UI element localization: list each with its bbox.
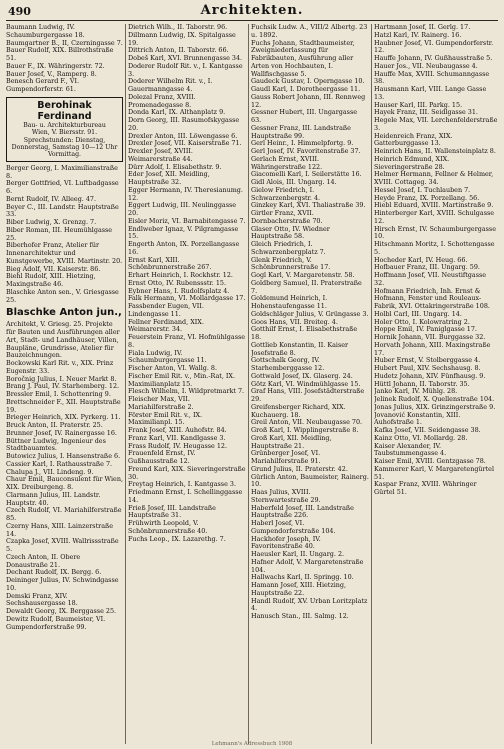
directory-entry: Greifensberger Richard, XIX. Kuchauerg. 18. (251, 402, 346, 419)
directory-entry: Cassier Karl, I. Rathausstraße 7. (6, 459, 113, 468)
directory-entry: Hitschmann Moritz, I. Schottengasse 5. (374, 240, 495, 256)
directory-entry: Bressler Emil, I. Schottenring 9. (6, 390, 111, 399)
directory-entry: Hessel Josef, I. Tuchlauben 7. (374, 185, 471, 194)
directory-entry: Dillmann Ludwig, IX. Spitalgasse 19. (128, 30, 236, 47)
directory-entry: Hayek Franz, III. Seidlgasse 31. (374, 108, 478, 117)
directory-entry: Friedmann Ernst, I. Schellinggasse 14. (128, 488, 243, 504)
directory-entry: Kaiser Alexander, IV. Taubstummengasse 4. (374, 441, 447, 458)
directory-entry: Gessner Hubert, III. Ungargasse 63. (251, 108, 358, 124)
directory-entry: Heinrich Edmund, XIX. Sieveringerstraße 28. (374, 154, 450, 171)
directory-entry: Gielow Friedrich, I. Schwarzenbergstr. 4. (251, 185, 321, 202)
directory-entry: Goldemund Heinrich, I. Hohenstaufengasse 11. (251, 294, 328, 310)
directory-entry: Horvath Johann, XIII. Maxingstraße 17. (374, 340, 491, 357)
directory-entry: Dewitz Rudolf, Baumeister, VI. Gumpendorferstraße 99. (6, 614, 106, 631)
directory-entry: Gogl Karl, V. Margaretenstr. 58. (251, 271, 355, 279)
directory-entry: Bernt Rudolf, IV. Alleeg. 47. (6, 194, 97, 203)
directory-entry: Hallwachs Karl, II. Springg. 10. (251, 573, 354, 582)
directory-entry: Berger Georg, I. Maximilianstraße 8. (6, 163, 118, 180)
directory-entry: Hornik Johann, VII. Burggasse 32. (374, 333, 486, 341)
directory-entry: Gauss Robert Johann, III. Rennweg 12. (251, 92, 366, 109)
directory-entry: Boročnig Julius, I. Neuer Markt 8. (6, 374, 117, 383)
directory-entry: Gleich Friedrich, I. Schwarzenbergplatz 7. (251, 240, 326, 256)
directory-entry: Bieg Adolf, VII. Kaiserstr. 86. (6, 264, 101, 273)
directory-entry: Eggert Ludwig, III. Neulinggasse 20. (128, 201, 237, 217)
directory-entry: Gottwald Josef, IX. Glaserg. 24. (251, 371, 353, 380)
directory-entry: Berger Gottfried, VI. Luftbadgasse 6. (6, 179, 119, 196)
directory-entry: Goldschläger Julius, V. Grüngasse 3. (251, 309, 369, 318)
directory-entry: Hofmann Friedrich, Inh. Ernst & Hofmann, Fenster und Rouleaux-Fabrik, XVI. Ottakringerstraße 108. (374, 286, 490, 310)
directory-entry: Gerl Josef, IV. Favoritenstraße 37. (251, 147, 361, 155)
directory-entry: Butowicz Julius, I. Hansenstraße 6. (6, 452, 121, 461)
directory-entry: Dechant Rudolf, IX. Bergg. 6. (6, 568, 102, 577)
directory-entry: Gaudeck Gustav, I. Operngasse 10. (251, 77, 365, 86)
directory-entry: Demski Franz, XIV. Sechshausergasse 18. (6, 591, 78, 608)
directory-entry: Fuchsik Ludw. A., VIII/2 Albertg. 23 u. 1892. (251, 24, 368, 39)
directory-entry: Handl Rudolf, XV. Urban Loritzplatz 4. (251, 596, 368, 613)
directory-entry: Benesch Gerard F., VI. Gumpendorferstr. 61. (6, 77, 80, 93)
directory-entry: Hirsch Ernst, IV. Schaumburgergasse 10. (374, 224, 496, 241)
directory-entry: Grund Julius, II. Praterstr. 42. (251, 464, 348, 473)
directory-entry: Jonas Julius, XIX. Grinzingerstraße 9. (374, 402, 496, 411)
directory-entry: Glenk Friedrich, V. Schönbrunnerstraße 17. (251, 255, 331, 272)
directory-entry: Hofbauer Franz, III. Ungarg. 59. (374, 263, 480, 272)
directory-entry: Deininger Julius, IV. Schwindgasse 10. (6, 576, 119, 592)
directory-entry: Hubert Paul, XIV. Sechshausg. 8. (374, 364, 481, 372)
directory-entry: Doderer Wilhelm Rit. v., I. Gauermanngasse 4. (128, 77, 213, 93)
directory-entry: Holer Otto, I. Kolowratring 2. (374, 317, 470, 326)
directory-entry: Haberfeld Josef, III. Landstraße Hauptstraße 226. (251, 503, 354, 520)
directory-entry: Giacomelli Karl, I. Seilerstätte 16. (251, 170, 362, 179)
directory-entry: Grünberger Josef, VI. Mariahilferstraße 91. (251, 449, 321, 465)
directory-entry: Kammerer Karl, V. Margaretengürtel 51. (374, 464, 494, 481)
directory-entry: Brettschneider F., XII. Hauptstraße 19. (6, 397, 121, 414)
directory-entry: Heyde Franz, IX. Porzellang. 56. (374, 193, 480, 202)
directory-entry: Biberhofer Franz, Atelier für Innenarchitektur und Kunstgewerbe, XVIII. Martinstr. 20. (6, 241, 123, 265)
column-2 (128, 24, 246, 744)
directory-entry: Brunner Josef, IV. Rainergasse 16. (6, 428, 117, 437)
directory-entry: Hocheder Karl, IV. Heug. 66. (374, 255, 468, 264)
directory-entry: Biber Roman, III. Heumühlgasse 25. (6, 225, 113, 242)
directory-entry: Biber Ludwig, X. Grenzg. 7. (6, 218, 97, 227)
directory-entry: Groß Karl, I. Wipplingerstraße 8. (251, 426, 359, 434)
directory-entry: Girtler Franz, XVII. Dornbacherstraße 70. (251, 209, 323, 225)
directory-entry: Hausmann Karl, VIII. Lange Gasse 13. (374, 85, 487, 101)
directory-entry: Gürlich Anton, Baumeister, Rainerg. 10. (251, 472, 369, 489)
directory-entry: Fischer Emil Rit. v., Min.-Rat, IX. Maximilianplatz 15. (128, 371, 235, 388)
directory-entry: Fischer Anton, VI. Wallg. 8. (128, 364, 218, 372)
advertisement-line: Wien, V. Biersstr. 91. (31, 129, 98, 137)
directory-entry: Haubner Josef, VI. Gumpendorferstr. 12. (374, 38, 494, 55)
column-divider (248, 24, 249, 744)
directory-entry: Greil Anton, VII. Neubaugasse 70. (251, 418, 363, 427)
directory-entry: Dewaldt Georg, IX. Berggasse 25. (6, 607, 117, 616)
directory-entry: Bauer Rudolf, XIX. Billrothstraße 51. (6, 46, 114, 62)
directory-entry: Czech Rudolf, VI. Mariahilferstraße 85. (6, 506, 122, 523)
directory-entry: Jovanović Konstantin, XIII. Auhofstraße 1. (374, 410, 461, 427)
directory-entry: Franz Karl, VII. Kandlgasse 3. (128, 433, 226, 442)
directory-entry: Fassbender Eugen, VII. Lindengasse 11. (128, 302, 204, 318)
directory-entry: Hafner Adolf, V. Margaretenstraße 104. (251, 557, 364, 574)
column-1 (6, 24, 123, 744)
directory-entry: Fuchs Johann, Stadtbaumeister, Zweigniederlassung für Fabrikbauten, Ausführung aller Arten von Hochbauten, I. Wallfischgasse 5. (251, 38, 355, 78)
directory-entry: Frank Josef, XIII. Auhofstr. 84. (128, 426, 227, 434)
directory-entry: Dorn Georg, III. Rasumofskygasse 20. (128, 116, 240, 132)
directory-entry: Brieger Heinrich, XIX. Pyrkerg. 11. (6, 413, 121, 422)
directory-entry: Gerl Heinr., I. Himmelpfortg. 9. (251, 139, 354, 148)
directory-entry: Gotthilf Ernst, I. Elisabethstraße 18. (251, 325, 358, 341)
directory-entry: Dobeš Karl, XVI. Brunnengasse 34. (128, 54, 243, 62)
directory-entry: Ernst Otto, IV. Rubenssstr. 15. (128, 278, 226, 287)
directory-entry: Haeusler Karl, II. Ungarg. 2. (251, 550, 345, 558)
directory-entry: Czapka Josef, XVIII. Wallrissstraße 5. (6, 537, 119, 554)
directory-entry: Dürr Adolf, I. Elisabethstr. 9. (128, 162, 222, 171)
column-4 (374, 24, 498, 744)
directory-entry: Kaspar Franz, XVIII. Währinger Gürtel 51. (374, 480, 477, 496)
directory-entry: Eder Josef, XII. Meidling, Hauptstraße 32. (128, 170, 210, 186)
directory-entry: Fellner Ferdinand, XIX. Weimarerstr. 34. (128, 317, 204, 334)
directory-entry: Götz Karl, VI. Windmühlgasse 15. (251, 379, 361, 388)
directory-entry: Ginzkey Karl, XVI. Thaliastraße 39. (251, 201, 366, 210)
directory-entry: Bauer F., IX. Währingerstr. 72. (6, 61, 105, 70)
directory-entry: Groß Karl, XII. Meidling, Hauptstraße 21. (251, 433, 332, 450)
directory-entry: Hoppe Emil, IV. Paniglgasse 17. (374, 325, 477, 334)
directory-entry: Hackhofer Joseph, IV. Favoritenstraße 40. (251, 534, 321, 551)
directory-entry: Hanusch Stan., III. Salmg. 12. (251, 612, 349, 620)
directory-entry: Falk Hermann, VI. Mollardgasse 17. (128, 294, 246, 303)
advertisement-line: Sprechstunden: Dienstag, Donnerstag, Samstag 10—12 Uhr Vormittag. (11, 136, 118, 159)
advertisement-box (6, 97, 123, 162)
directory-entry: Gessner Franz, III. Landstraße Hauptstraße 99. (251, 123, 351, 140)
directory-entry: Baumann Ludwig, IV. Schaumburgergasse 18. (6, 24, 85, 39)
directory-entry: Feuerstein Franz, VI. Hofmühlgasse 8. (128, 333, 246, 349)
directory-entry: Gaudl Karl, I. Dorotheergasse 11. (251, 85, 361, 93)
directory-entry: Hartmann Josef, II. Gerlg. 17. (374, 24, 471, 31)
directory-entry: Graf Hans, VIII. Josefstädterstraße 29. (251, 387, 365, 403)
page-number: 490 (8, 5, 31, 18)
directory-entry: Flesch Wilhelm, I. Wildpretmarkt 7. (128, 387, 245, 396)
directory-entry: Frauenfeld Ernst, IV. Gußhausstraße 12. (128, 449, 196, 465)
directory-entry: Förster Emil Rit. v., IX. Maximilianpl. 15. (128, 410, 203, 427)
directory-entry: Hamann Josef, XIII. Hietzing, Hauptstraße 22. (251, 581, 346, 597)
directory-entry: Hauffe Johann, IV. Gußhausstraße 5. (374, 54, 493, 62)
directory-entry: Baumgartner B., II, Czerningasse 7. (6, 38, 123, 47)
directory-entry: Brang J. Paul, IV. Starhemberg. 12. (6, 382, 120, 391)
directory-entry: Kaiser Emil, XVIII. Gentzgasse 78. (374, 457, 486, 465)
directory-entry: Gidl Alois, III. Ungarg. 14. (251, 178, 337, 186)
footer-note: Lehmann's Adressbuch 1908 (211, 741, 293, 747)
directory-entry: Hatzl Karl, IV. Rainerg. 16. (374, 30, 462, 39)
directory-entry: Dolezal Franz, XVIII. Promenadegasse 8. (128, 92, 196, 109)
column-3 (251, 24, 369, 744)
directory-entry: Kafka Josef, VII. Seidengasse 38. (374, 426, 481, 434)
header-rule (6, 20, 498, 21)
directory-entry: Büttner Ludwig, Ingenieur des Stadtbauamtes. (6, 436, 106, 453)
directory-entry: Biehl Rudolf, XIII. Hietzing, Maxingstraße 46. (6, 272, 96, 289)
directory-entry: Donda Karl, IX. Althanplatz 9. (128, 108, 226, 117)
directory-entry: Endlweber Ignaz, V. Pilgramgasse 15. (128, 224, 239, 241)
directory-entry: Drexler Josef, VII. Kaiserstraße 71. (128, 139, 242, 148)
directory-entry: Frieß Josef, III. Landstraße Hauptstraße 31. (128, 503, 216, 520)
directory-entry: Hüttl Johann, II. Taborstr. 35. (374, 379, 470, 388)
directory-entry: Heidenreich Franz, XIX. Gatterburggasse 13. (374, 131, 453, 148)
directory-entry: Drexler Anton, III. Löwengasse 6. (128, 131, 238, 140)
directory-entry: Gerlach Ernst, XVIII. Währingerstraße 122. (251, 154, 323, 171)
advertisement-line: Bau- u. Architekturbureau (23, 121, 106, 129)
directory-entry: Gottschalk Georg, IV. Starhemberggasse 12. (251, 356, 325, 372)
directory-entry: Hudetz Johann, XIV. Fünfhausg. 9. (374, 371, 486, 380)
column-divider (125, 24, 126, 744)
directory-entry: Haberl Josef, VI. Gumpendorferstraße 104. (251, 519, 336, 535)
directory-entry: Bockowski Karl Rit. v., XIX. Prinz Eugenstr. 33. (6, 359, 114, 375)
directory-entry: Erhart Heinrich, I. Rockhstr. 12. (128, 271, 233, 279)
advertisement-title: Berohinak Ferdinand (37, 99, 92, 122)
directory-entry: Fleischer Max, VII. Mariahilferstraße 2. (128, 395, 194, 411)
highlighted-entry: Blaschke Anton jun., (6, 307, 122, 319)
directory-entry: Egger Hermann, IV. Theresianumg. 12. (128, 185, 243, 202)
directory-entry: Frass Rudolf, IV. Heugasse 12. (128, 441, 227, 450)
directory-entry: Hegele Max, VII. Lerchenfelderstraße 3. (374, 116, 498, 132)
directory-entry: Janko Karl, IV. Mühlg. 28. (374, 387, 458, 396)
directory-entry: Freytag Heinrich, I. Kantgasse 3. (128, 480, 236, 489)
directory-entry: Bruck Anton, II. Praterstr. 25. (6, 421, 103, 430)
directory-entry: Huber Ernst, V. Stolberggasse 4. (374, 356, 481, 365)
directory-entry: Fiala Ludwig, IV. Schaumburgergasse 11. (128, 348, 207, 365)
page-header (0, 0, 504, 22)
directory-entry: Engerth Anton, IX. Porzellangasse 16. (128, 240, 240, 256)
directory-entry: Goldberg Samuel, II. Praterstraße 7. (251, 278, 362, 295)
directory-entry: Dittrich Anton, II. Taborstr. 66. (128, 46, 229, 55)
directory-entry: Ernst Karl, XIII. Schönbrunnerstraße 267. (128, 255, 212, 272)
directory-entry: Czech Anton, II. Obere Donaustraße 21. (6, 552, 81, 569)
directory-entry: Eybner Hans, I. Rudolfsplatz 4. (128, 286, 230, 295)
directory-entry: Goos Hans, VII. Breiteg. 4. (251, 317, 338, 326)
directory-entry: Doderer Rudolf Rit. v., I. Kantgasse 3. (128, 61, 243, 78)
column-divider (371, 24, 372, 744)
directory-entry: Chaur Emil, Bauconsulent für Wien, XIX. Dreiburgeng. 8. (6, 475, 123, 492)
directory-entry: Drexler Josef, XVIII. Weimarerstraße 44. (128, 147, 193, 163)
directory-entry: Frühwirth Leopold, V. Schönbrunnerstraße 40. (128, 519, 208, 535)
directory-entry: Heinrich Hans, II. Wallensteinplatz 8. (374, 147, 496, 155)
directory-entry: Kainz Otto, VI. Mollardg. 28. (374, 433, 468, 442)
directory-entry: Holbl Carl, III. Ungarg. 14. (374, 309, 462, 318)
directory-entry: Beyer C., III. Landstr. Hauptstraße 33. (6, 202, 119, 219)
directory-entry: Architekt, V. Griesg. 25. Projekte für Bauten und Ausführungen aller Art, Stadt- und Landhäuser, Villen, Baupläne, Grundrisse, Atelier für Bauzeichnungen. (6, 320, 120, 360)
directory-entry: Clarmann Julius, III. Landstr. Hauptstr. 40. (6, 490, 101, 507)
directory-entry: Hauffe Max, XVIII. Schumanngasse 38. (374, 69, 490, 86)
directory-entry: Freund Karl, XIX. Sieveringerstraße 30. (128, 464, 246, 481)
directory-entry: Hiebl Eduard, XVIII. Martinstraße 9. (374, 201, 494, 210)
directory-entry: Haas Julius, XVIII. Sternwartestraße 29. (251, 488, 321, 504)
directory-entry: Eisler Moriz, VI. Barnabitengasse 7. (128, 216, 246, 225)
page-title: Architekten. (200, 3, 304, 18)
directory-entry: Hauser Karl, III. Parkg. 15. (374, 100, 463, 109)
directory-entry: Hinterberger Karl, XVIII. Schulgasse 12. (374, 209, 495, 225)
directory-entry: Jelinek Rudolf, X. Quellenstraße 104. (374, 395, 495, 403)
directory-entry: Blaschke Anton sen., V. Griesgasse 25. (6, 287, 119, 304)
directory-entry: Czerny Hans, XIII. Lainzerstraße 14. (6, 521, 114, 538)
directory-entry: Chalupa J., VII. Lindeng. 9. (6, 467, 94, 476)
directory-entry: Hoffmann Josef, VII. Neustiftgasse 32. (374, 271, 487, 287)
directory-entry: Gottlieb Konstantin, II. Kaiser Josefstraße 8. (251, 340, 349, 357)
directory-entry: Hauer Jos., VII. Neubaugasse 4. (374, 61, 478, 70)
directory-entry: Dietrich Wilh., II. Taborstr. 96. (128, 24, 228, 31)
directory-entry: Fuchs Leop., IX. Lazarethg. 7. (128, 534, 226, 543)
directory-entry: Helmer Hermann, Fellner & Helmer, XVIII. Cottageg. 34. (374, 170, 494, 186)
directory-entry: Glaser Otto, IV. Wiedner Hauptstraße 58. (251, 224, 330, 241)
directory-entry: Bauer Josef, V., Ramperg. 8. (6, 69, 97, 78)
